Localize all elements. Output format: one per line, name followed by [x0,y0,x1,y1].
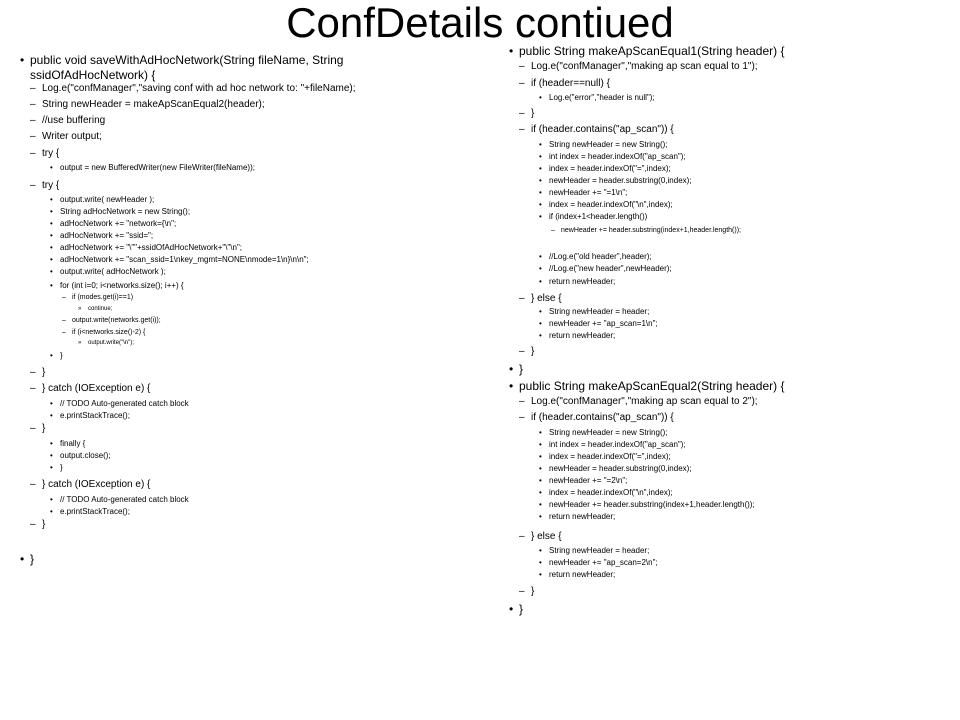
code-line: newHeader += "ap_scan=1\n"; [549,319,658,328]
bullet-marker: – [30,479,36,490]
bullet-marker: • [539,500,542,509]
code-line: } [519,602,524,616]
bullet-marker: • [539,428,542,437]
bullet-marker: • [539,512,542,521]
code-line: output.write( adHocNetwork ); [60,267,166,276]
bullet-marker: – [519,108,525,119]
bullet-marker: • [539,570,542,579]
code-line: //Log.e("old header",header); [549,252,652,261]
bullet-marker: – [519,396,525,407]
bullet-marker: • [539,277,542,286]
bullet-marker: • [509,379,514,393]
code-line: adHocNetwork += "scan_ssid=1\nkey_mgmt=NONE\nmode=1\n}\n\n"; [60,255,309,264]
code-line: } [60,351,63,360]
code-line: if (header.contains("ap_scan")) { [531,412,674,423]
code-line: output = new BufferedWriter(new FileWriter(fileName)); [60,163,255,172]
bullet-marker: • [20,53,25,67]
bullet-marker: • [50,411,53,420]
bullet-marker: • [50,195,53,204]
code-line: } catch (IOException e) { [42,383,151,394]
code-line: newHeader += header.substring(index+1,header.length()); [561,227,741,234]
bullet-marker: – [62,317,66,324]
code-line: return newHeader; [549,570,616,579]
code-line: } [531,108,535,119]
code-line: Log.e("confManager","making ap scan equal to 2"); [531,396,758,407]
bullet-marker: • [50,231,53,240]
code-line: String newHeader = new String(); [549,428,668,437]
bullet-marker: • [509,362,514,376]
code-line: // TODO Auto-generated catch block [60,495,189,504]
bullet-marker: • [50,243,53,252]
code-line: output.write( newHeader ); [60,195,155,204]
code-line: newHeader += "=2\n"; [549,476,628,485]
bullet-marker: – [30,148,36,159]
bullet-marker: • [20,552,25,566]
code-line: String newHeader = header; [549,307,650,316]
code-line: Writer output; [42,131,102,142]
bullet-marker: • [50,495,53,504]
bullet-marker: – [30,83,36,94]
bullet-marker: • [539,252,542,261]
bullet-marker: – [30,383,36,394]
bullet-marker: – [519,61,525,72]
bullet-marker: • [509,602,514,616]
code-line: index = header.indexOf("=",index); [549,452,671,461]
code-line: //Log.e("new header",newHeader); [549,264,672,273]
code-line: for (int i=0; i<networks.size(); i++) { [60,281,184,290]
bullet-marker: – [62,329,66,336]
code-line: Log.e("confManager","saving conf with ad hoc network to: "+fileName); [42,83,356,94]
code-line: newHeader = header.substring(0,index); [549,176,692,185]
bullet-marker: – [30,99,36,110]
bullet-marker: • [509,44,514,58]
code-line: // TODO Auto-generated catch block [60,399,189,408]
bullet-marker: – [30,367,36,378]
code-line: } [519,362,524,376]
code-line: if (i<networks.size()-2) { [72,329,146,336]
bullet-marker: • [50,439,53,448]
bullet-marker: – [519,412,525,423]
code-line: if (index+1<header.length()) [549,212,648,221]
bullet-marker: • [50,255,53,264]
bullet-marker: • [539,476,542,485]
bullet-marker: – [519,78,525,89]
bullet-marker: • [539,188,542,197]
code-line: } [531,586,535,597]
code-line: if (header==null) { [531,78,610,89]
code-line: String newHeader = new String(); [549,140,668,149]
code-line: } [30,552,35,566]
code-line: finally { [60,439,86,448]
code-line: Log.e("error","header is null"); [549,93,655,102]
code-line: } else { [531,531,562,542]
code-line: e.printStackTrace(); [60,411,130,420]
code-line: output.write(networks.get(i)); [72,317,161,324]
code-line: } [60,463,63,472]
bullet-marker: • [539,152,542,161]
bullet-marker: • [50,281,53,290]
code-line: newHeader = header.substring(0,index); [549,464,692,473]
code-line: String newHeader = makeApScanEqual2(header); [42,99,265,110]
code-line: } [42,367,46,378]
code-line: int index = header.indexOf("ap_scan"); [549,440,686,449]
code-line: if (modes.get(i)==1) [72,294,134,301]
bullet-marker: – [519,124,525,135]
bullet-marker: – [30,423,36,434]
code-line: String newHeader = header; [549,546,650,555]
code-line: String adHocNetwork = new String(); [60,207,191,216]
bullet-marker: • [50,507,53,516]
code-line: } [531,346,535,357]
bullet-marker: – [30,115,36,126]
bullet-marker: – [519,586,525,597]
code-line: } else { [531,293,562,304]
bullet-marker: • [539,264,542,273]
bullet-marker: – [62,294,66,301]
bullet-marker: – [30,519,36,530]
code-line: output.write("\n"); [88,340,134,346]
code-line: public void saveWithAdHocNetwork(String fileName, String ssidOfAdHocNetwork) { [30,53,344,82]
code-line: adHocNetwork += "ssid="; [60,231,154,240]
code-line: output.close(); [60,451,111,460]
bullet-marker: • [539,93,542,102]
bullet-marker: – [30,180,36,191]
bullet-marker: • [50,399,53,408]
code-line: adHocNetwork += "network={\n"; [60,219,177,228]
bullet-marker: » [78,340,82,346]
code-line: } [42,423,46,434]
code-line: try { [42,180,60,191]
code-line: return newHeader; [549,512,616,521]
bullet-marker: » [78,306,82,312]
code-line: //use buffering [42,115,106,126]
bullet-marker: • [50,451,53,460]
bullet-marker: • [539,488,542,497]
bullet-marker: • [539,558,542,567]
code-line: return newHeader; [549,331,616,340]
bullet-marker: • [50,163,53,172]
code-line: index = header.indexOf("\n",index); [549,488,673,497]
code-line: if (header.contains("ap_scan")) { [531,124,674,135]
bullet-marker: – [519,531,525,542]
code-line: public String makeApScanEqual2(String header) { [519,379,785,393]
code-line: e.printStackTrace(); [60,507,130,516]
bullet-marker: – [551,227,555,234]
bullet-marker: – [519,346,525,357]
code-line: public String makeApScanEqual1(String header) { [519,44,785,58]
bullet-marker: • [539,464,542,473]
bullet-marker: • [539,440,542,449]
code-line: newHeader += "ap_scan=2\n"; [549,558,658,567]
code-line: Log.e("confManager","making ap scan equal to 1"); [531,61,758,72]
code-line: } catch (IOException e) { [42,479,151,490]
code-line: index = header.indexOf("=",index); [549,164,671,173]
code-line: newHeader += header.substring(index+1,header.length()); [549,500,755,509]
bullet-marker: • [539,452,542,461]
bullet-marker: • [50,207,53,216]
bullet-marker: – [519,293,525,304]
code-line: try { [42,148,60,159]
code-line: int index = header.indexOf("ap_scan"); [549,152,686,161]
bullet-marker: • [539,546,542,555]
bullet-marker: • [50,219,53,228]
bullet-marker: • [539,331,542,340]
bullet-marker: – [30,131,36,142]
code-line: } [42,519,46,530]
code-line: adHocNetwork += "\""+ssidOfAdHocNetwork+"\"\n"; [60,243,242,252]
code-line: newHeader += "=1\n"; [549,188,628,197]
bullet-marker: • [539,140,542,149]
bullet-marker: • [539,164,542,173]
bullet-marker: • [50,463,53,472]
bullet-marker: • [539,176,542,185]
bullet-marker: • [539,200,542,209]
bullet-marker: • [50,267,53,276]
code-line: continue; [88,306,113,312]
slide-title: ConfDetails contiued [286,0,674,46]
code-line: return newHeader; [549,277,616,286]
code-line: index = header.indexOf("\n",index); [549,200,673,209]
bullet-marker: • [539,319,542,328]
bullet-marker: • [539,212,542,221]
bullet-marker: • [539,307,542,316]
bullet-marker: • [50,351,53,360]
